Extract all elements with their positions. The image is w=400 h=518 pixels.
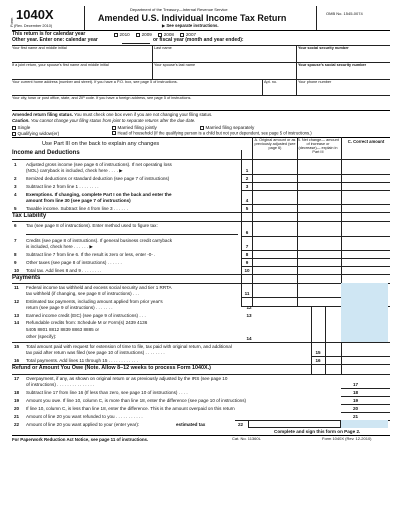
spouse-first-name-field[interactable]: If a joint return, your spouse's first name and middle initial (12, 63, 109, 67)
line-5-number: 5 (14, 206, 17, 211)
line-6-text: Tax (see page 8 of instructions). Enter method used to figure tax: (26, 223, 158, 228)
line-20-text: If line 10, column C, is less than line 18, enter the difference. This is the amount overpaid on this return (26, 406, 235, 411)
line-16-box-label: 16 (315, 358, 321, 363)
year-2007-checkbox[interactable]: 2007 (180, 32, 196, 37)
line-14-box-label: 14 (246, 336, 252, 341)
line-15-number: 15 (14, 344, 20, 349)
section-tax-liability: Tax Liability (12, 213, 47, 219)
line-16-text: Total payments. Add lines 11 through 15 . . . . . . . . . . . . (26, 358, 139, 363)
line-22-text: Amount of line 20 you want applied to your (enter year): (26, 422, 140, 427)
line-19-box-label: 19 (353, 398, 359, 403)
line-5-box-label: 5 (245, 206, 249, 211)
line-22-number: 22 (14, 422, 20, 427)
line-4-text: Exemptions. If changing, complete Part I on the back and enter the (26, 192, 172, 197)
line-19-text: Amount you owe. If line 10, column C, is more than line 18, enter the difference (see page 10 of instructions) (26, 398, 247, 403)
line-14-text-cont: 5405 8801 8812 8839 8863 8885 or (26, 327, 100, 332)
line-18-number: 18 (14, 390, 20, 395)
line-9-box-label: 9 (245, 260, 249, 265)
line-2-text: Itemized deductions or standard deduction (see page 7 of instructions) (26, 176, 170, 181)
paperwork-notice: For Paperwork Reduction Act Notice, see page 11 of instructions. (12, 437, 149, 442)
line-7-box-label: 7 (245, 244, 249, 249)
line-14-text: Refundable credits from: Schedule M or Form(s) 2439 4136 (26, 320, 148, 325)
line-11-text: Federal income tax withheld and excess social security and tier 1 RRTA (26, 285, 172, 290)
revision-date: (Rev. December 2010) (14, 24, 53, 28)
line-3-text: Subtract line 2 from line 1 . . . . . . . . (26, 184, 99, 189)
line-7-number: 7 (14, 238, 17, 243)
section-payments: Payments (12, 275, 41, 281)
line-12-text-cont: return (see page 9 of instructions) . . . . . . . (26, 305, 113, 310)
line-10-number: 10 (14, 268, 20, 273)
line-17-box-label: 17 (353, 382, 359, 387)
line-6-box-label: 6 (245, 230, 249, 235)
spouse-ssn-field[interactable]: Your spouse's social security number (298, 63, 367, 67)
line-13-text: Earned income credit (EIC) (see page 9 of instructions) . . . (26, 313, 146, 318)
filing-single[interactable]: Single (12, 125, 30, 130)
line-4-number: 4 (14, 192, 17, 197)
line-5-text: Taxable income. Subtract line 4 from line 3 . . . . . . (26, 206, 128, 211)
line-12-box-label: 12 (246, 305, 252, 310)
line-14-number: 14 (14, 320, 20, 325)
line-20-number: 20 (14, 406, 20, 411)
use-part-iii-note: Use Part III on the back to explain any changes (42, 141, 160, 147)
section-refund-owe: Refund or Amount You Owe (Note. Allow 8–12 weeks to process Form 1040X.) (12, 365, 211, 371)
calendar-year-input[interactable] (122, 43, 150, 44)
form-number: 1040X (16, 7, 54, 22)
line-14-text-other: other (specify): (26, 334, 57, 339)
year-2009-checkbox[interactable]: 2009 (136, 32, 152, 37)
last-name-field[interactable]: Last name (154, 46, 172, 50)
line-8-text: Subtract line 7 from line 6. If the result is zero or less, enter -0- . (26, 252, 156, 257)
line-11-box-label: 11 (244, 291, 250, 296)
return-for-label: This return is for calendar year (12, 31, 86, 37)
line-10-text: Total tax. Add lines 8 and 9 . . . . . . . . (26, 268, 102, 273)
filing-caution: Caution. You cannot change your filing status from joint to separate returns after the due date. (12, 118, 196, 123)
section-income-deductions: Income and Deductions (12, 150, 80, 156)
line-1-number: 1 (14, 162, 17, 167)
line-16-number: 16 (14, 358, 20, 363)
year-2008-checkbox[interactable]: 2008 (158, 32, 174, 37)
column-a-header: A. Original amount or as previously adjusted (see page 6) (254, 138, 296, 150)
line-20-box-label: 20 (353, 406, 359, 411)
line-13-box-label: 13 (246, 313, 252, 318)
complete-sign-note: Complete and sign this form on Page 2. (274, 429, 361, 434)
filing-married-jointly[interactable]: Married filing jointly (112, 125, 157, 130)
line-19-number: 19 (14, 398, 20, 403)
apt-field[interactable]: Apt. no. (264, 80, 278, 84)
line-12-text: Estimated tax payments, including amount applied from prior year's (26, 299, 163, 304)
line-21-number: 21 (14, 414, 20, 419)
line-1-box-label: 1 (245, 168, 249, 173)
line-4-box-label: 4 (245, 198, 249, 203)
line-6-number: 6 (14, 223, 17, 228)
line-8-number: 8 (14, 252, 17, 257)
phone-field[interactable]: Your phone number (298, 80, 332, 84)
address-field[interactable]: Your current home address (number and street). If you have a P.O. box, see page 5 of instructions. (12, 80, 178, 84)
other-year-label: Other year. Enter one: calendar year (12, 37, 98, 43)
city-field[interactable]: Your city, town or post office, state, and ZIP code. If you have a foreign address, see page 5 of instructions. (12, 96, 192, 100)
filing-head-household[interactable]: Head of household (If the qualifying person is a child but not your dependent, see page 5 of instructions.) (112, 131, 312, 136)
form-title: Amended U.S. Individual Income Tax Return (98, 13, 287, 23)
column-b-header: B. Net change— amount of increase or (decrease)— explain in Part III (297, 138, 339, 154)
omb-number: OMB No. 1545-0074 (326, 11, 363, 16)
ssn-field[interactable]: Your social security number (298, 46, 349, 50)
see-instructions: ▶ See separate instructions. (162, 23, 219, 28)
line-21-text: Amount of line 20 you want refunded to you . . . . . . . . . . . (26, 414, 143, 419)
line-15-text: Total amount paid with request for extension of time to file, tax paid with original return, and additional (26, 344, 232, 349)
line-7-text: Credits (see page 8 of instructions). If general business credit carryback (26, 238, 173, 243)
department-line: Department of the Treasury—Internal Revenue Service (130, 7, 228, 12)
line-13-number: 13 (14, 313, 20, 318)
line-17-text-cont: of instructions) . . . . . . . . . . . . . . . (26, 382, 95, 387)
first-name-field[interactable]: Your first name and middle initial (12, 46, 67, 50)
tax-method-input[interactable] (26, 234, 238, 235)
form-label: Form (9, 17, 14, 27)
line-17-text: Overpayment, if any, as shown on original return or as previously adjusted by the IRS (see page 10 (26, 376, 228, 381)
line-4-text-cont: amount from line 30 (see page 7 of instructions) (26, 198, 131, 203)
year-2010-checkbox[interactable]: 2010 (114, 32, 130, 37)
line-2-number: 2 (14, 176, 17, 181)
line-17-number: 17 (14, 376, 20, 381)
line-22-amount-input[interactable] (248, 420, 341, 428)
line-15-box-label: 15 (315, 350, 321, 355)
line-3-number: 3 (14, 184, 17, 189)
line-8-box-label: 8 (245, 252, 249, 257)
filing-qualifying-widow[interactable]: Qualifying widow(er) (12, 131, 59, 136)
line-1-text: Adjusted gross income (see page 6 of instructions). If net operating loss (26, 162, 172, 167)
filing-status-heading: Amended return filing status. You must check one box even if you are not changing your filing status. (12, 112, 213, 117)
line-7-text-cont: is included, check here . . . . . . ▶ (26, 244, 93, 249)
line-9-text: Other taxes (see page 8 of instructions) . . . . . . (26, 260, 122, 265)
column-c-header: C. Correct amount (347, 139, 385, 144)
line-18-box-label: 18 (353, 390, 359, 395)
spouse-last-name-field[interactable]: Your spouse's last name (154, 63, 196, 67)
line-18-text: Subtract line 17 from line 16 (If less than zero, see page 10 of instructions) . . . . (26, 390, 188, 395)
line-15-text-cont: tax paid after return was filed (see page 10 of instructions) . . . . . . . . (26, 350, 165, 355)
filing-married-separately[interactable]: Married filing separately (200, 125, 254, 130)
line-21-box-label: 21 (353, 414, 359, 419)
line-22-box-label: 22 (238, 422, 244, 427)
line-11-number: 11 (14, 285, 19, 290)
line-1-text-cont: (NOL) carryback is included, check here . . . . ▶ (26, 168, 123, 173)
line-12-number: 12 (14, 299, 20, 304)
line-9-number: 9 (14, 260, 17, 265)
line-10-box-label: 10 (244, 268, 250, 273)
estimated-tax-label: estimated tax (176, 422, 206, 427)
fiscal-year-label: or fiscal year (month and year ended): (153, 37, 244, 43)
line-11-text-cont: tax withheld (if changing, see page 8 of instructions) . . . (26, 291, 140, 296)
line-3-box-label: 3 (245, 184, 249, 189)
form-reference: Form 1040X (Rev. 12-2010) (322, 436, 372, 441)
line-2-box-label: 2 (245, 176, 249, 181)
catalog-number: Cat. No. 11360L (232, 436, 261, 441)
